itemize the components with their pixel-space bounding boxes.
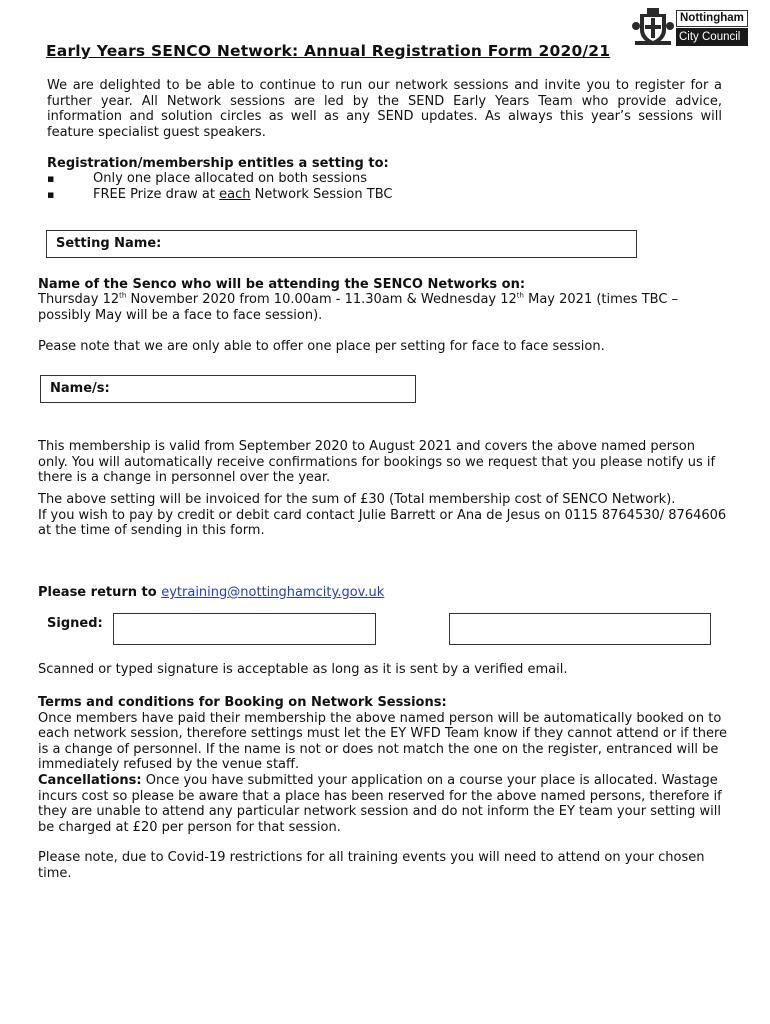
logo-text-top: Nottingham (676, 10, 748, 27)
registration-heading: Registration/membership entitles a setting to: (47, 156, 389, 171)
email-link[interactable]: eytraining@nottinghamcity.gov.uk (161, 585, 385, 600)
invoice-paragraph (38, 492, 728, 539)
session-dates: Thursday 12th November 2020 from 10.00am - 11.30am & Wednesday 12th May 2021 (times TBC – possibly May will be a face to face session). (38, 291, 679, 323)
senco-heading: Name of the Senco who will be attending the SENCO Networks on: (38, 277, 526, 292)
terms-heading: Terms and conditions for Booking on Network Sessions: (38, 695, 447, 710)
list-item (47, 187, 392, 203)
page-title: Early Years SENCO Network: Annual Registration Form 2020/21 (46, 42, 611, 60)
list-item (47, 171, 392, 187)
benefit-text-a: FREE Prize draw at (93, 186, 220, 202)
council-logo (632, 8, 748, 46)
signature-field[interactable] (113, 613, 376, 645)
benefits-list (47, 171, 392, 202)
logo-text-bottom: City Council (676, 28, 748, 46)
coat-of-arms-icon (632, 8, 674, 46)
return-line (38, 585, 384, 600)
signed-label: Signed: (47, 616, 103, 631)
names-field[interactable] (40, 375, 416, 403)
terms-body: Once members have paid their membership the above named person will be automatically booked on to each network session, therefore settings must let the EY WFD Team know if they cannot attend or if there is a change of personnel. If the name is not or does not match the one on the register, entranced will be immediately refused by the venue staff. (38, 710, 728, 773)
payment-line: If you wish to pay by credit or debit card contact Julie Barrett or Ana de Jesus on 0115 8764530/ 8764606 at the time of sending in this form. (38, 507, 727, 539)
benefit-text-b: Network Session TBC (250, 186, 393, 202)
return-label: Please return to (38, 585, 162, 600)
benefit-text: Only one place allocated on both sessions (93, 171, 367, 186)
signature-date-field[interactable] (449, 613, 711, 645)
invoice-line: The above setting will be invoiced for the sum of £30 (Total membership cost of SENCO Network). (38, 492, 676, 507)
cancellations-text: Cancellations: Once you have submitted your application on a course your place is allocated. Wastage incurs cost so please be aware that a place has been reserved for the above named persons, therefore if they are unable to attend any particular network session and do not inform the EY team your setting will be charged at £20 per person for that session. (38, 772, 722, 835)
names-label: Name/s: (50, 381, 110, 396)
covid-note: Please note, due to Covid-19 restrictions for all training events you will need to attend on your chosen time. (38, 850, 705, 881)
validity-paragraph: This membership is valid from September 2020 to August 2021 and covers the above named person only. You will automatically receive confirmations for bookings so we request that you please notify us if there is a change in personnel over the year. (38, 439, 716, 486)
each-emphasis: each (219, 186, 251, 202)
cancellations-label: Cancellations: (38, 772, 142, 788)
setting-name-label: Setting Name: (56, 236, 162, 251)
terms-section (38, 695, 728, 835)
setting-name-field[interactable] (46, 230, 637, 258)
face-to-face-note: Pease note that we are only able to offer one place per setting for face to face session. (38, 339, 605, 354)
intro-paragraph: We are delighted to be able to continue to run our network sessions and invite you to register for a further year. All Network sessions are led by the SEND Early Years Team who provide advice, information and solution circles as well as any SEND updates. As always this year’s sessions will feature specialist guest speakers. (47, 78, 722, 140)
signature-note: Scanned or typed signature is acceptable as long as it is sent by a verified email. (38, 662, 568, 677)
